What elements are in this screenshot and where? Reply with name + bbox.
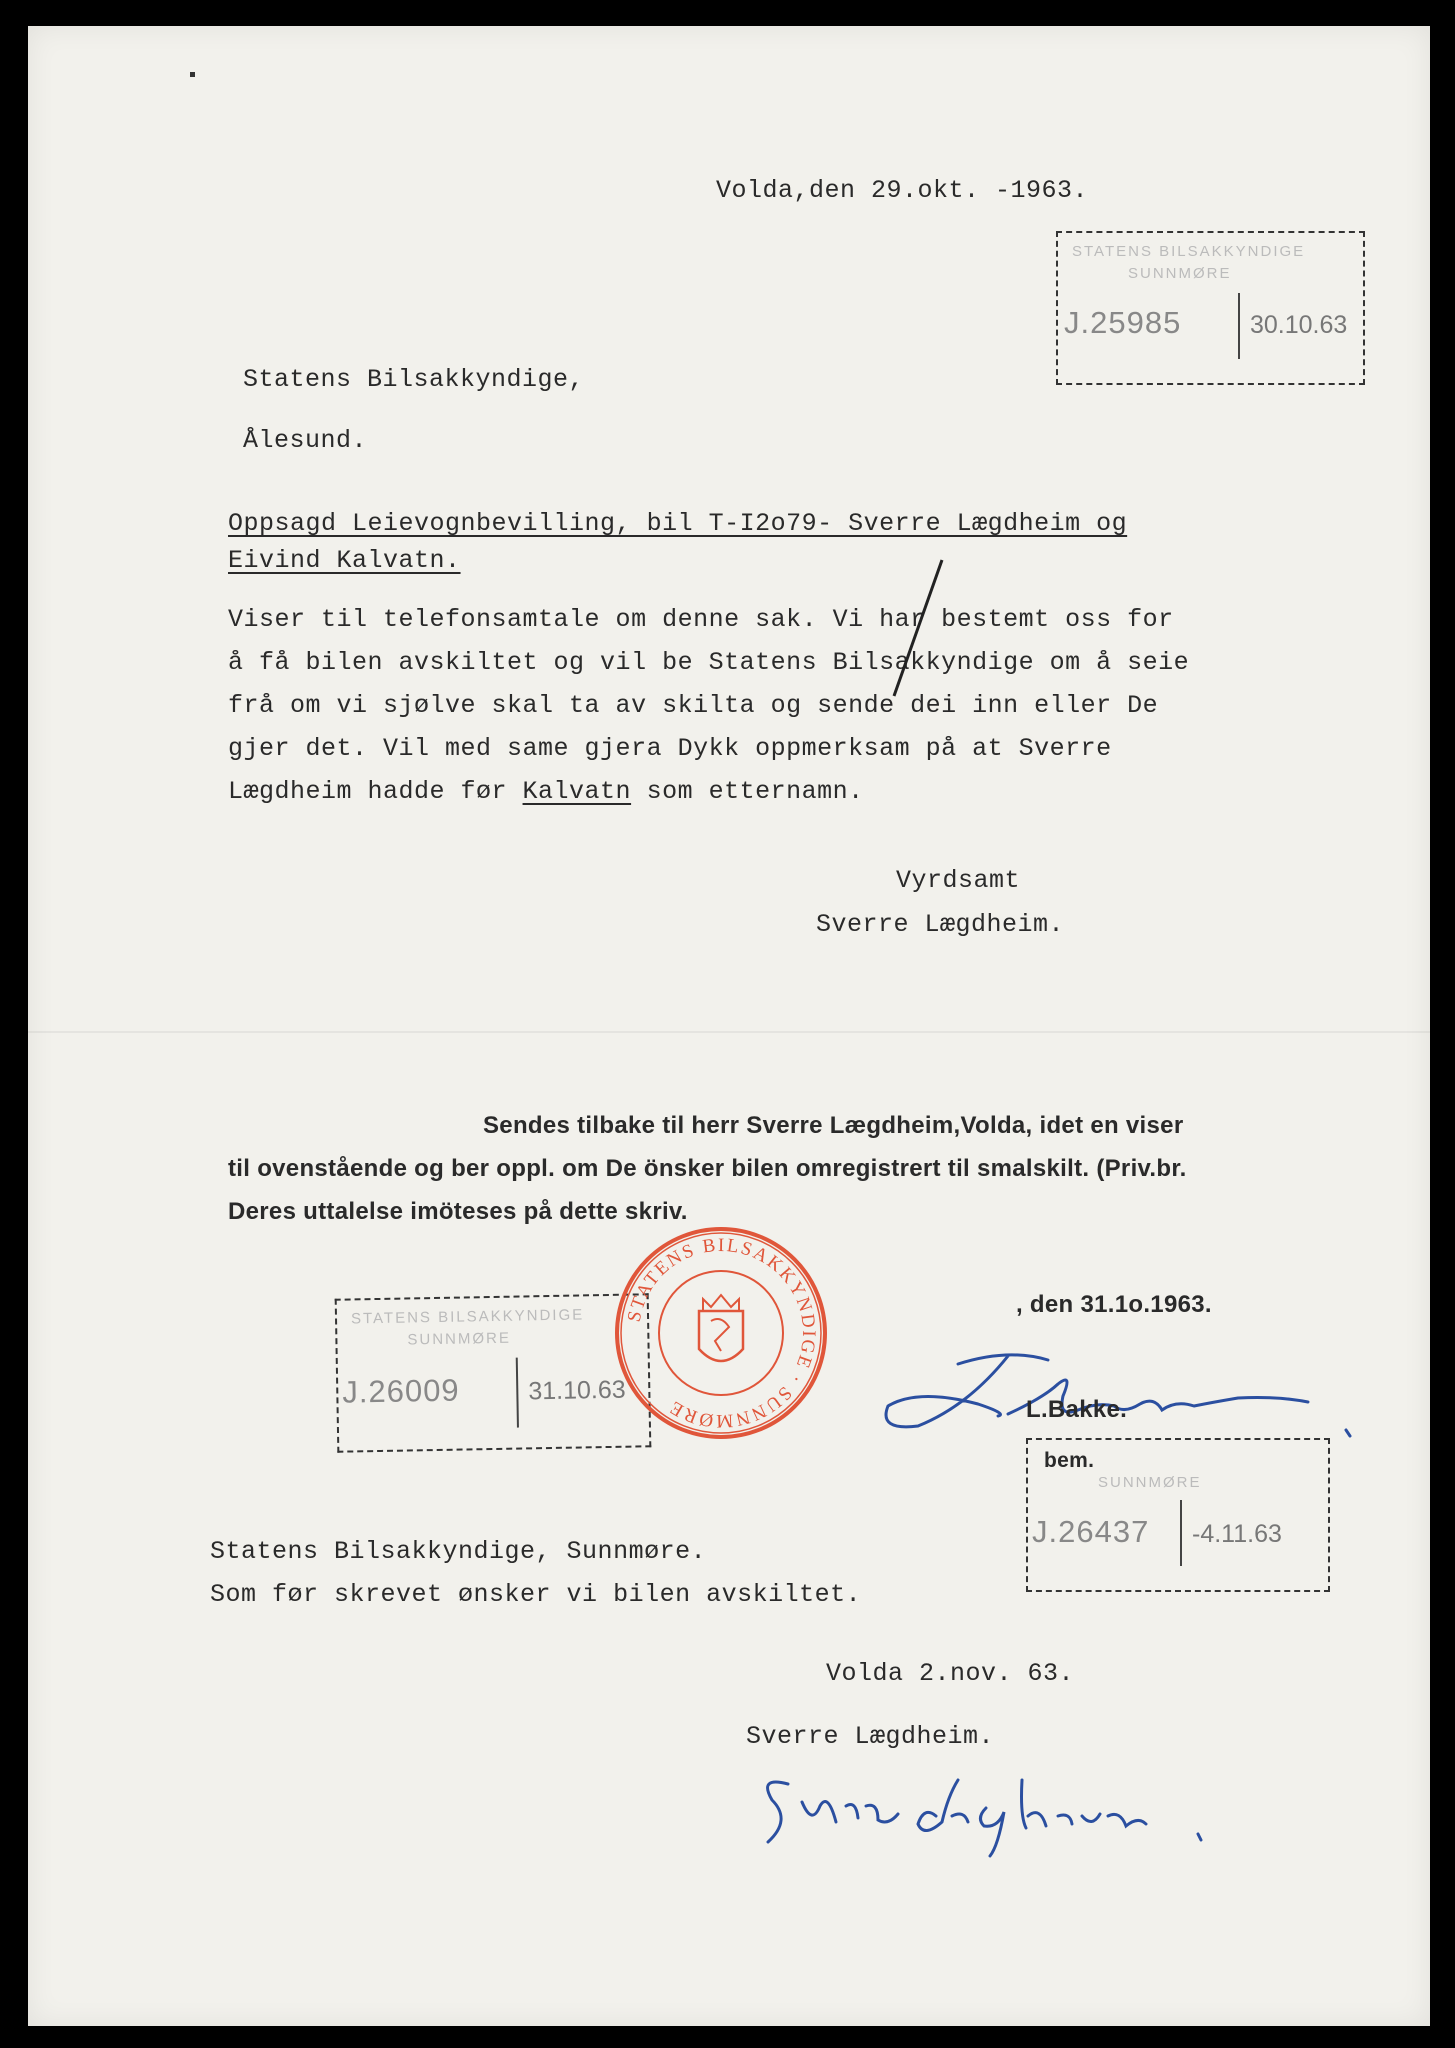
journal-stamp-2: STATENS BILSAKKYNDIGE SUNNMØRE J.26009 31.10.63 (335, 1293, 652, 1452)
svg-text:STATENS BILSAKKYNDIGE · SUNNMØ: STATENS BILSAKKYNDIGE · SUNNMØRE (623, 1234, 820, 1432)
body-line-5: Lægdheim hadde før Kalvatn som etternamn. (228, 777, 864, 806)
document-page (28, 26, 1430, 2026)
body-line-4: gjer det. Vil med same gjera Dykk oppmerksam på at Sverre (228, 734, 1112, 763)
reply-line-3: Deres uttalelse imöteses på dette skriv. (228, 1198, 688, 1225)
body-line-3: frå om vi sjølve skal ta av skilta og sende dei inn eller De (228, 691, 1159, 720)
reply-line-1: Sendes tilbake til herr Sverre Lægdheim,Volda, idet en viser (483, 1112, 1184, 1139)
reply-signer: L.Bakke. (1026, 1396, 1128, 1423)
journal-stamp-1: STATENS BILSAKKYNDIGE SUNNMØRE J.25985 30.10.63 (1056, 231, 1365, 385)
pen-stroke (878, 556, 958, 706)
body-line-2: å få bilen avskiltet og vil be Statens Bilsakkyndige om å seie (228, 648, 1190, 677)
subject-line-2: Eivind Kalvatn. (228, 546, 461, 575)
answer-line-2: Som før skrevet ønsker vi bilen avskiltet. (210, 1580, 862, 1609)
subject-line-1: Oppsagd Leievognbevilling, bil T-I2o79- Sverre Lægdheim og (228, 509, 1128, 538)
bakke-signature (858, 1326, 1418, 1456)
laegdheim-signature (728, 1756, 1288, 1866)
recipient-name: Statens Bilsakkyndige, (243, 365, 585, 394)
official-seal (611, 1223, 831, 1443)
scan-mark (190, 72, 195, 77)
letter-closing: Vyrdsamt (896, 866, 1021, 895)
answer-line-1: Statens Bilsakkyndige, Sunnmøre. (210, 1537, 707, 1566)
letter-place-date: Volda,den 29.okt. -1963. (716, 176, 1089, 205)
recipient-city: Ålesund. (243, 426, 368, 455)
body-line-1: Viser til telefonsamtale om denne sak. Vi har bestemt oss for (228, 605, 1174, 634)
answer-signer: Sverre Lægdheim. (746, 1722, 995, 1751)
fold-line (28, 1031, 1430, 1033)
letter-signer: Sverre Lægdheim. (816, 910, 1065, 939)
reply-line-2: til ovenstående og ber oppl. om De önsker bilen omregistrert til smalskilt. (Priv.br. (228, 1155, 1187, 1182)
answer-place-date: Volda 2.nov. 63. (826, 1659, 1075, 1688)
journal-stamp-3: bem. SUNNMØRE J.26437 -4.11.63 (1026, 1438, 1330, 1592)
reply-date: , den 31.1o.1963. (1016, 1291, 1212, 1318)
stamp-note: bem. (1044, 1449, 1095, 1472)
